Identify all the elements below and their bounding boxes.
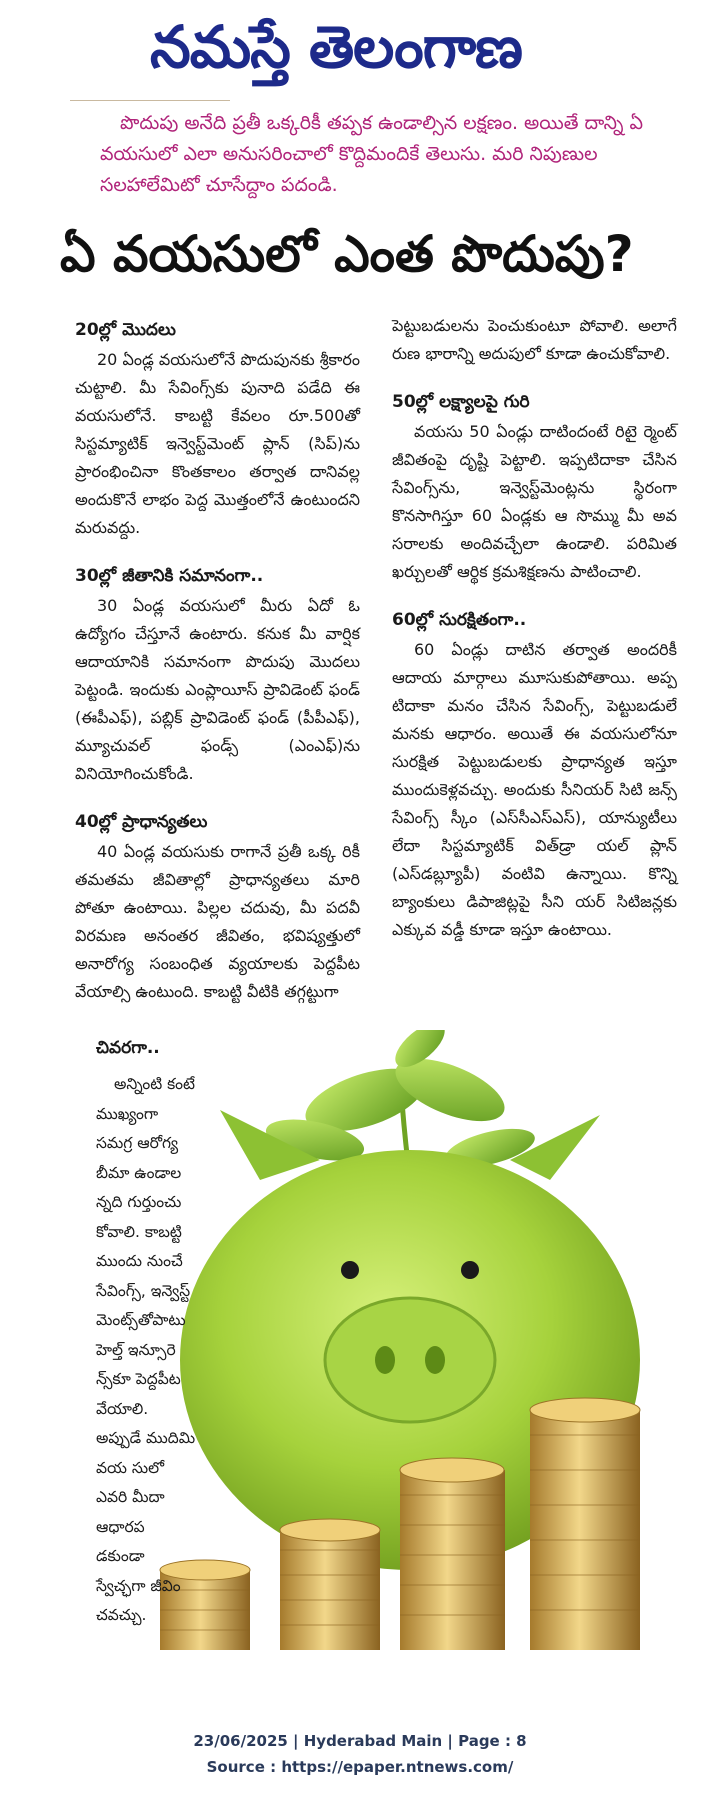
- article-column-left: [75, 312, 360, 1026]
- section-heading-60s: 60ల్లో సురక్షితంగా..: [392, 610, 527, 630]
- section-text-50s: వయసు 50 ఏండ్లు దాటిందంటే రిటై ర్మెంట్ జీవితంపై దృష్టి పెట్టాలి. ఇప్పటిదాకా చేసిన సేవింగ్స్‌ను, ఇన్వెస్ట్‌మెంట్లను స్థిరంగా కొనసాగిస్తూ 60 ఏండ్లకు ఆ సొమ్ము మీ అవ సరాలకు అందివచ్చేలా ఉండాలి. పరిమిత ఖర్చులతో ఆర్థిక క్రమశిక్షణను పాటించాలి.: [392, 422, 677, 581]
- section-heading-50s: 50ల్లో లక్ష్యాలపై గురి: [392, 392, 530, 412]
- piggy-bank-figure: [80, 1030, 695, 1650]
- section-text-20s: 20 ఏండ్ల వయసులోనే పొదుపునకు శ్రీకారం చుట్టాలి. మీ సేవింగ్స్‌కు పునాది పడేది ఈ వయసులోనే. కాబట్టి కేవలం రూ.500తో సిస్టమ్యాటిక్ ఇన్వెస్ట్‌మెంట్ ప్లాన్ (సిప్)ను ప్రారంభించినా కొంతకాలం తర్వాత దానివల్ల అందుకొనే లాభం పెద్ద మొత్తంలోనే ఉంటుందని మరువద్దు.: [75, 350, 360, 537]
- section-heading-40s: 40ల్లో ప్రాధాన్యతలు: [75, 812, 208, 832]
- sidebar-text: అన్నింటి కంటే ముఖ్యంగా సమగ్ర ఆరోగ్య బీమా ఉండాల న్నది గుర్తుంచు కోవాలి. కాబట్టి ముందు నుంచే సేవింగ్స్, ఇన్వెస్ట్ మెంట్స్‌తోపాటు హెల్త్ ఇన్సూరె న్స్‌కూ పెద్దపీట వేయాలి. అప్పుడే ముదిమి వయ సులో ఎవరి మీదా ఆధారప డకుండా స్వేచ్ఛగా జీవిం చవచ్చు.: [96, 1075, 196, 1624]
- article-column-right: [392, 312, 677, 964]
- section-text-30s: 30 ఏండ్ల వయసులో మీరు ఏదో ఓ ఉద్యోగం చేస్తూనే ఉంటారు. కనుక మీ వార్షిక ఆదాయానికి సమానంగా పొదుపు మొదలు పెట్టండి. ఇందుకు ఎంప్లాయీస్ ప్రావిడెంట్ ఫండ్ (ఈపీఎఫ్), పబ్లిక్ ప్రావిడెంట్ ఫండ్ (పీపీఎఫ్), మ్యూచువల్ ఫండ్స్ (ఎంఎఫ్)ను వినియోగించుకోండి.: [75, 596, 360, 783]
- footer-edition-info: 23/06/2025 | Hyderabad Main | Page : 8: [193, 1732, 527, 1750]
- sidebar-heading: చివరగా..: [96, 1038, 160, 1058]
- section-text-40s-continued: పెట్టుబడులను పెంచుకుంటూ పోవాలి. అలాగే రుణ భారాన్ని అదుపులో కూడా ఉంచుకోవాలి.: [392, 316, 677, 363]
- masthead-logo: నమస్తే తెలంగాణ: [150, 13, 522, 81]
- section-text-40s: 40 ఏండ్ల వయసుకు రాగానే ప్రతీ ఒక్క రికీ తమతమ జీవితాల్లో ప్రాధాన్యతలు మారి పోతూ ఉంటాయి. పిల్లల చదువు, మీ పదవీ విరమణ అనంతర జీవితం, భవిష్యత్తులో అనారోగ్య సంబంధిత వ్యయాలకు పెద్దపీట వేయాల్సి ఉంటుంది. కాబట్టి వీటికి తగ్గట్టుగా: [75, 842, 360, 1001]
- section-text-60s: 60 ఏండ్లు దాటిన తర్వాత అందరికీ ఆదాయ మార్గాలు మూసుకుపోతాయి. అప్ప టిదాకా మనం చేసిన సేవింగ్స్, పెట్టుబడులే మనకు ఆధారం. అయితే ఈ వయసులోనూ సురక్షిత పెట్టుబడులకు ప్రాధాన్యత ఇస్తూ ముందుకెళ్లవచ్చు. అందుకు సీనియర్ సిటి జన్స్ సేవింగ్స్ స్కీం (ఎస్‌సీఎస్‌ఎస్), యాన్యుటీలు లేదా సిస్టమ్యాటిక్ విత్‌డ్రా యల్ ప్లాన్ (ఎస్‌డబ్ల్యూపీ) వంటివి ఉన్నాయి. కొన్ని బ్యాంకులు డిపాజిట్లపై సీని యర్ సిటిజన్లకు ఎక్కువ వడ్డీ కూడా ఇస్తూ ఉంటాయి.: [392, 640, 677, 939]
- intro-paragraph: పొదుపు అనేది ప్రతీ ఒక్కరికీ తప్పక ఉండాల్సిన లక్షణం. అయితే దాన్ని ఏ వయసులో ఎలా అనుసరించాలో కొద్దిమందికే తెలుసు. మరి నిపుణుల సలహాలేమిటో చూసేద్దాం పదండి.: [100, 112, 644, 196]
- masthead-rule: [70, 100, 230, 101]
- section-heading-30s: 30ల్లో జీతానికి సమానంగా..: [75, 566, 264, 586]
- section-heading-20s: 20ల్లో మొదలు: [75, 320, 176, 340]
- footer-source-link[interactable]: Source : https://epaper.ntnews.com/: [206, 1758, 514, 1776]
- article-headline: ఏ వయసులో ఎంత పొదుపు?: [60, 225, 634, 283]
